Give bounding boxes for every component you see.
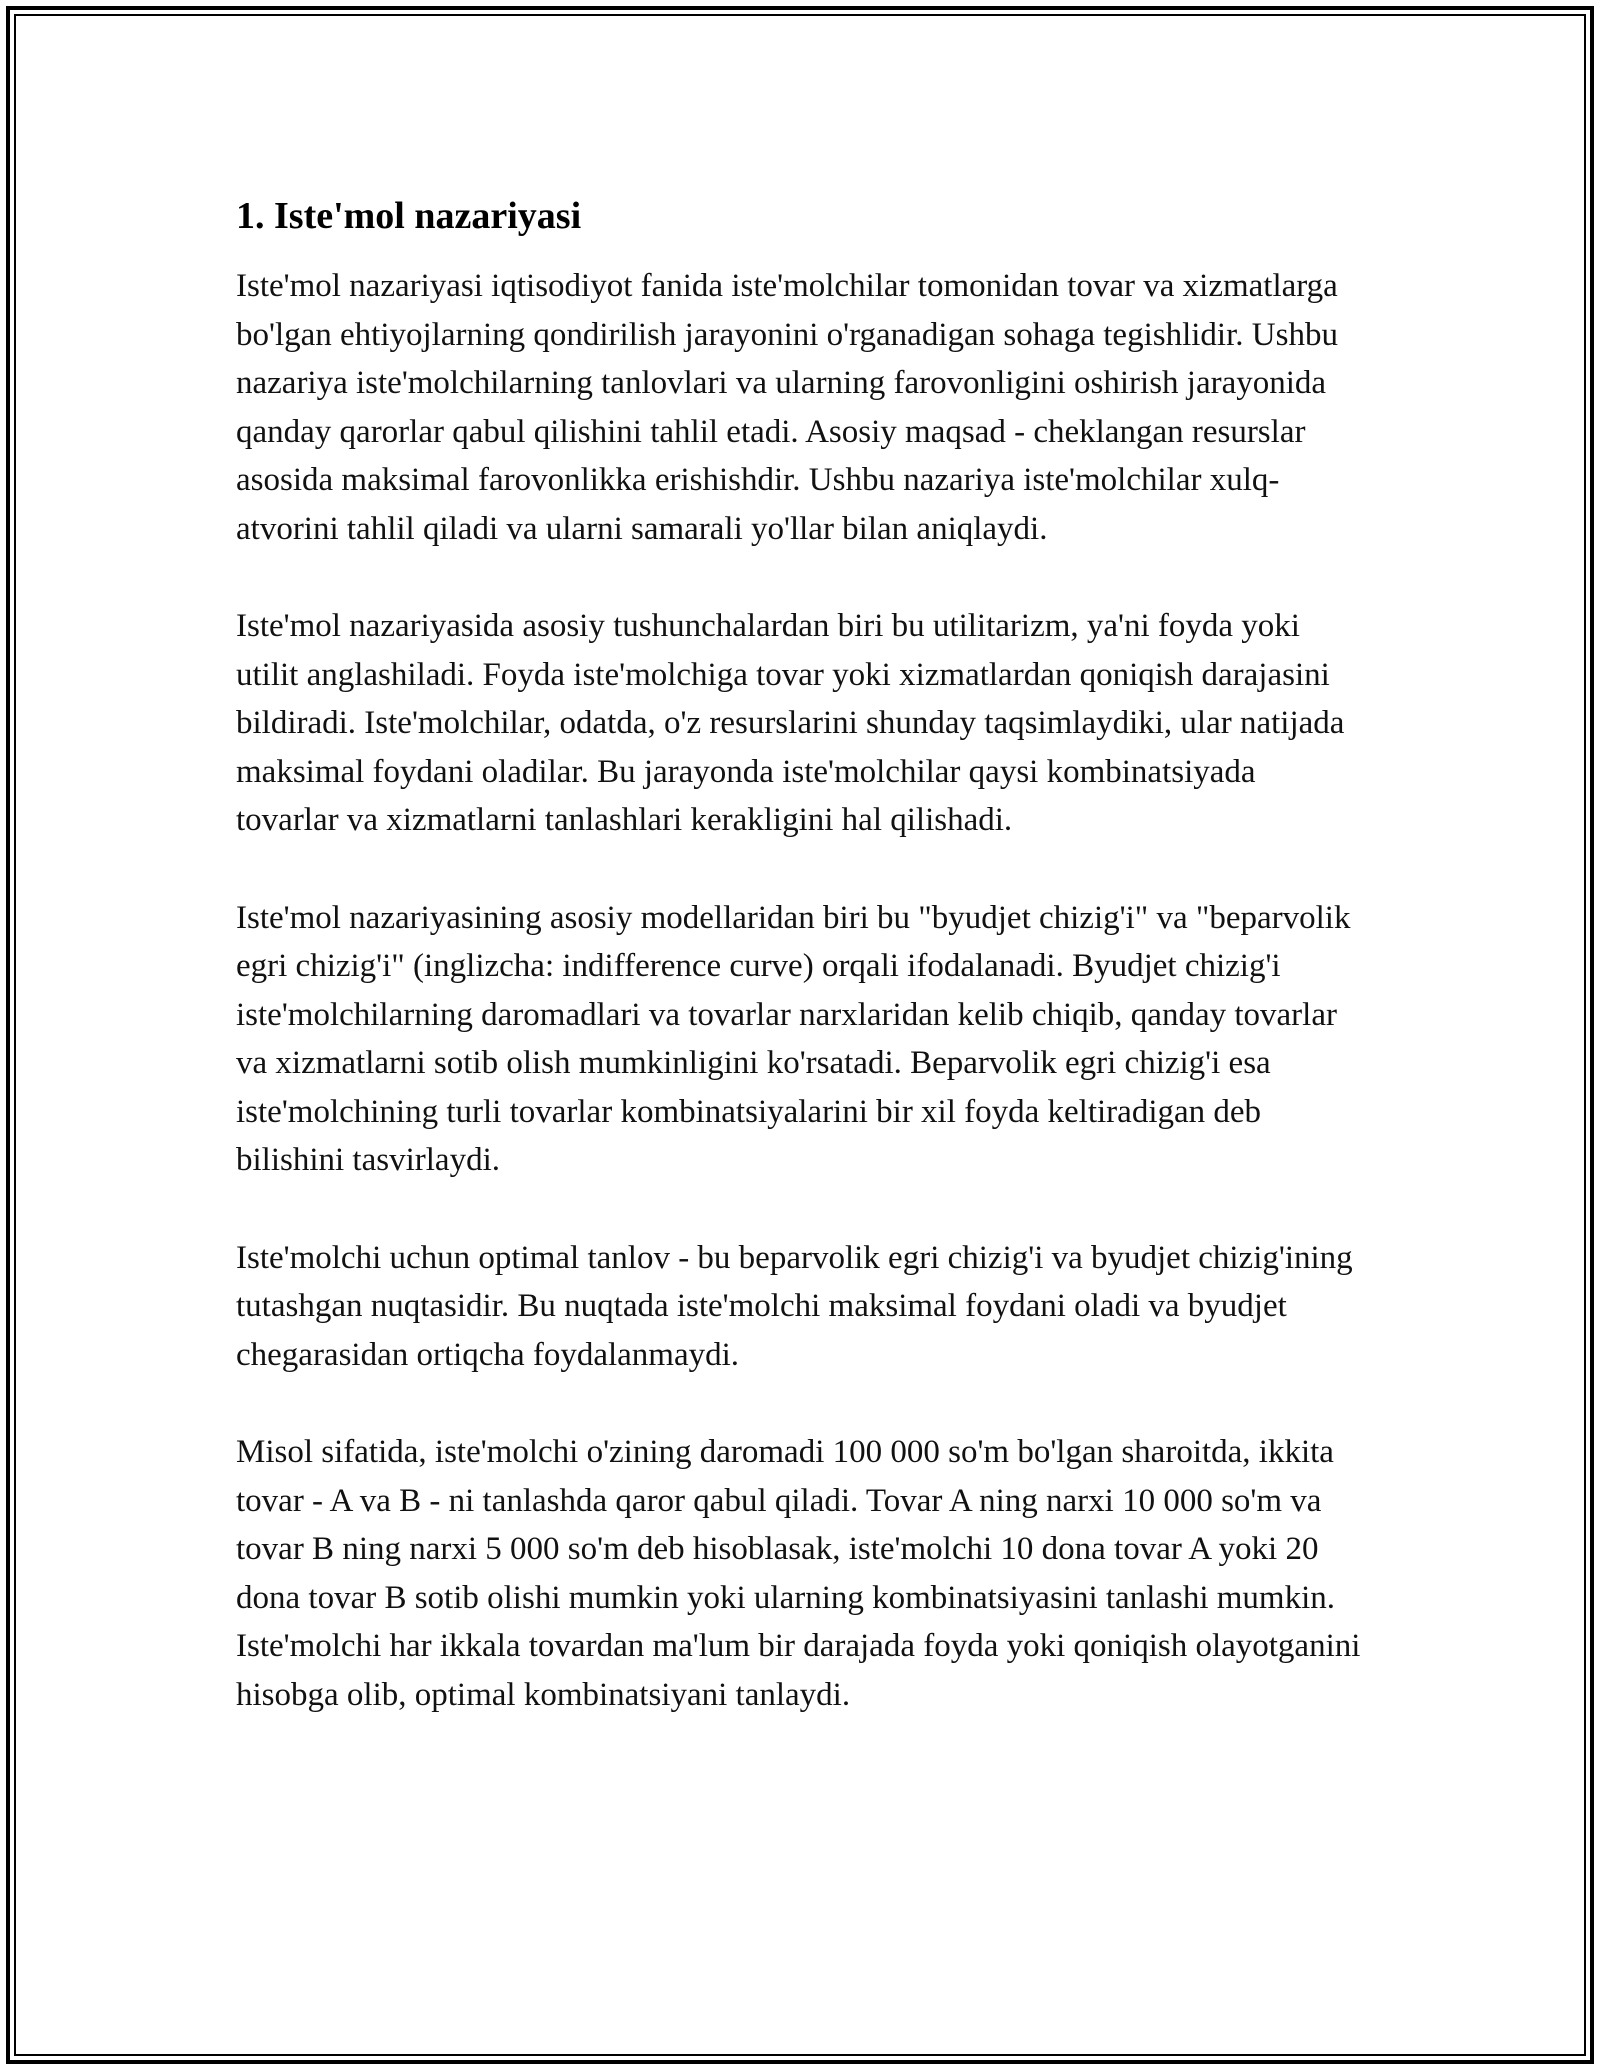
paragraph-utility: Iste'mol nazariyasida asosiy tushunchalardan biri bu utilitarizm, ya'ni foyda yoki utilit anglashiladi. Foyda iste'molchiga tovar yoki xizmatlardan qoniqish darajasini bildiradi. Iste'molchilar, odatda, o'z resurslarini shunday taqsimlaydiki, ular natijada maksimal foydani oladilar. Bu jarayonda iste'molchilar qaysi kombinatsiyada tovarlar va xizmatlarni tanlashlari kerakligini hal qilishadi. [236,608,1345,838]
paragraph-intro: Iste'mol nazariyasi iqtisodiyot fanida iste'molchilar tomonidan tovar va xizmatlarga bo'lgan ehtiyojlarning qondirilish jarayonini o'rganadigan sohaga tegishlidir. Ushbu nazariya iste'molchilarning tanlovlari va ularning farovonligini oshirish jarayonida qanday qarorlar qabul qilishini tahlil etadi. Asosiy maqsad - cheklangan resurslar asosida maksimal farovonlikka erishishdir. Ushbu nazariya iste'molchilar xulq-atvorini tahlil qiladi va ularni samarali yo'llar bilan aniqlaydi. [236,268,1338,547]
paragraph-example: Misol sifatida, iste'molchi o'zining daromadi 100 000 so'm bo'lgan sharoitda, ikkita tovar - A va B - ni tanlashda qaror qabul qiladi. Tovar A ning narxi 10 000 so'm va tovar B ning narxi 5 000 so'm deb hisoblasak, iste'molchi 10 dona tovar A yoki 20 dona tovar B sotib olishi mumkin yoki ularning kombinatsiyasini tanlashi mumkin. Iste'molchi har ikkala tovardan ma'lum bir darajada foyda yoki qoniqish olayotganini hisobga olib, optimal kombinatsiyani tanlaydi. [236,1434,1361,1713]
section-heading: 1. Iste'mol nazariyasi [236,195,582,237]
paragraph-optimal-choice: Iste'molchi uchun optimal tanlov - bu beparvolik egri chizig'i va byudjet chizig'ining tutashgan nuqtasidir. Bu nuqtada iste'molchi maksimal foydani oladi va byudjet chegarasidan ortiqcha foydalanmaydi. [236,1239,1353,1373]
paragraph-models: Iste'mol nazariyasining asosiy modellaridan biri bu "byudjet chizig'i" va "beparvolik egri chizig'i" (inglizcha: indifference curve) orqali ifodalanadi. Byudjet chizig'i iste'molchilarning daromadlari va tovarlar narxlaridan kelib chiqib, qanday tovarlar va xizmatlarni sotib olish mumkinligini ko'rsatadi. Beparvolik egri chizig'i esa iste'molchining turli tovarlar kombinatsiyalarini bir xil foyda keltiradigan deb bilishini tasvirlaydi. [236,899,1351,1178]
document-body [236,188,1366,1768]
